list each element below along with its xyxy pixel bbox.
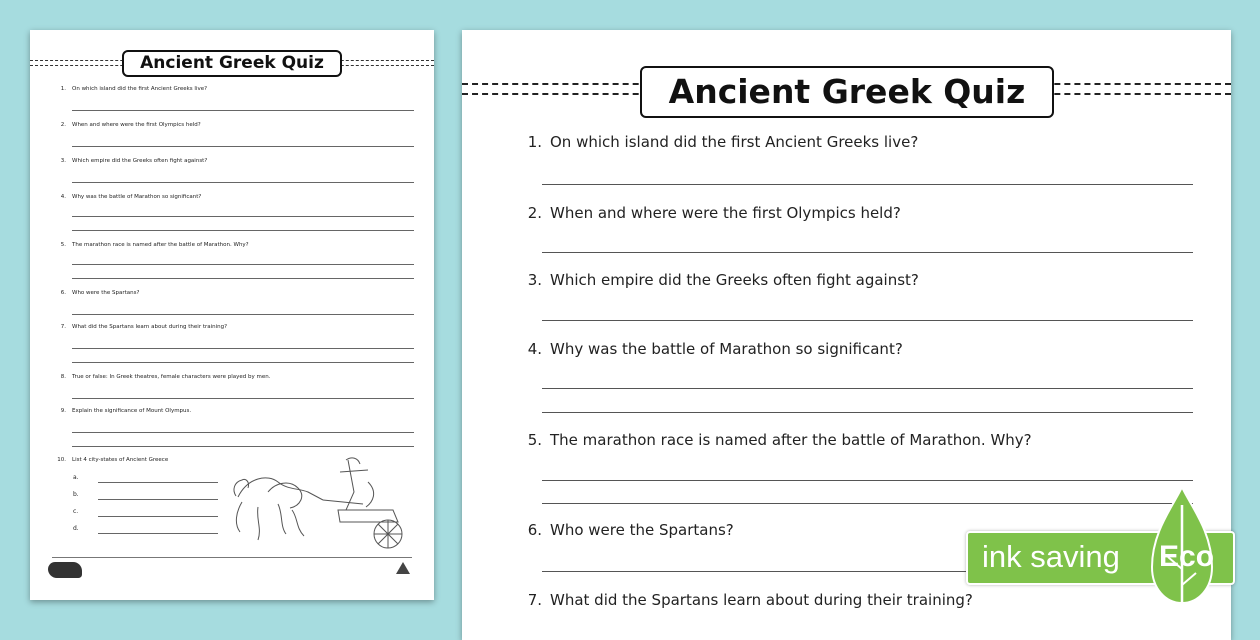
city-letter: a. [73, 474, 79, 481]
thumb-title: Ancient Greek Quiz [122, 50, 342, 77]
page-title: Ancient Greek Quiz [640, 66, 1054, 118]
answer-line [98, 482, 218, 483]
answer-line [72, 182, 414, 183]
question-6: 6. Who were the Spartans? [527, 521, 734, 539]
answer-line [72, 348, 414, 349]
answer-line [72, 432, 414, 433]
question-1: 1. On which island did the first Ancient Greeks live? [527, 133, 919, 151]
ink-saving-eco-badge [966, 485, 1236, 620]
question-7: 7. What did the Spartans learn about during their training? [527, 591, 973, 609]
answer-line [542, 480, 1193, 481]
thumb-question-6: 6. Who were the Spartans? [60, 290, 140, 296]
thumb-question-8: 8. True or false: In Greek theatres, female characters were played by men. [60, 374, 271, 380]
thumb-question-5: 5. The marathon race is named after the battle of Marathon. Why? [60, 242, 249, 248]
answer-line [98, 499, 218, 500]
thumb-question-10: 10. List 4 city-states of Ancient Greece [57, 457, 169, 463]
thumb-question-4: 4. Why was the battle of Marathon so significant? [60, 194, 202, 200]
answer-line [72, 216, 414, 217]
answer-line [72, 446, 414, 447]
answer-line [72, 264, 414, 265]
answer-line [72, 110, 414, 111]
footer-logo-icon [394, 560, 412, 576]
question-2: 2. When and where were the first Olympics held? [527, 204, 901, 222]
answer-line [542, 388, 1193, 389]
thumb-question-1: 1. On which island did the first Ancient Greeks live? [60, 86, 208, 92]
city-letter: b. [73, 491, 79, 498]
question-4: 4. Why was the battle of Marathon so significant? [527, 340, 903, 358]
question-3: 3. Which empire did the Greeks often fight against? [527, 271, 919, 289]
worksheet-thumbnail [30, 30, 434, 600]
answer-line [72, 146, 414, 147]
answer-line [98, 533, 218, 534]
thumb-question-7: 7. What did the Spartans learn about during their training? [60, 324, 228, 330]
answer-line [72, 230, 414, 231]
eco-text: Eco [1159, 540, 1215, 573]
answer-line [542, 184, 1193, 185]
ink-saving-text: ink saving [982, 539, 1120, 574]
answer-line [542, 320, 1193, 321]
question-5: 5. The marathon race is named after the battle of Marathon. Why? [527, 431, 1032, 449]
thumb-question-3: 3. Which empire did the Greeks often fight against? [60, 158, 208, 164]
publisher-logo [48, 562, 82, 578]
thumb-question-2: 2. When and where were the first Olympics held? [60, 122, 201, 128]
city-letter: c. [73, 508, 79, 515]
answer-line [542, 252, 1193, 253]
answer-line [72, 314, 414, 315]
answer-line [542, 412, 1193, 413]
answer-line [72, 278, 414, 279]
chariot-illustration [228, 452, 413, 552]
answer-line [72, 398, 414, 399]
city-letter: d. [73, 525, 79, 532]
answer-line [98, 516, 218, 517]
thumb-question-9: 9. Explain the significance of Mount Olympus. [60, 408, 192, 414]
footer-divider [52, 557, 412, 558]
answer-line [72, 362, 414, 363]
